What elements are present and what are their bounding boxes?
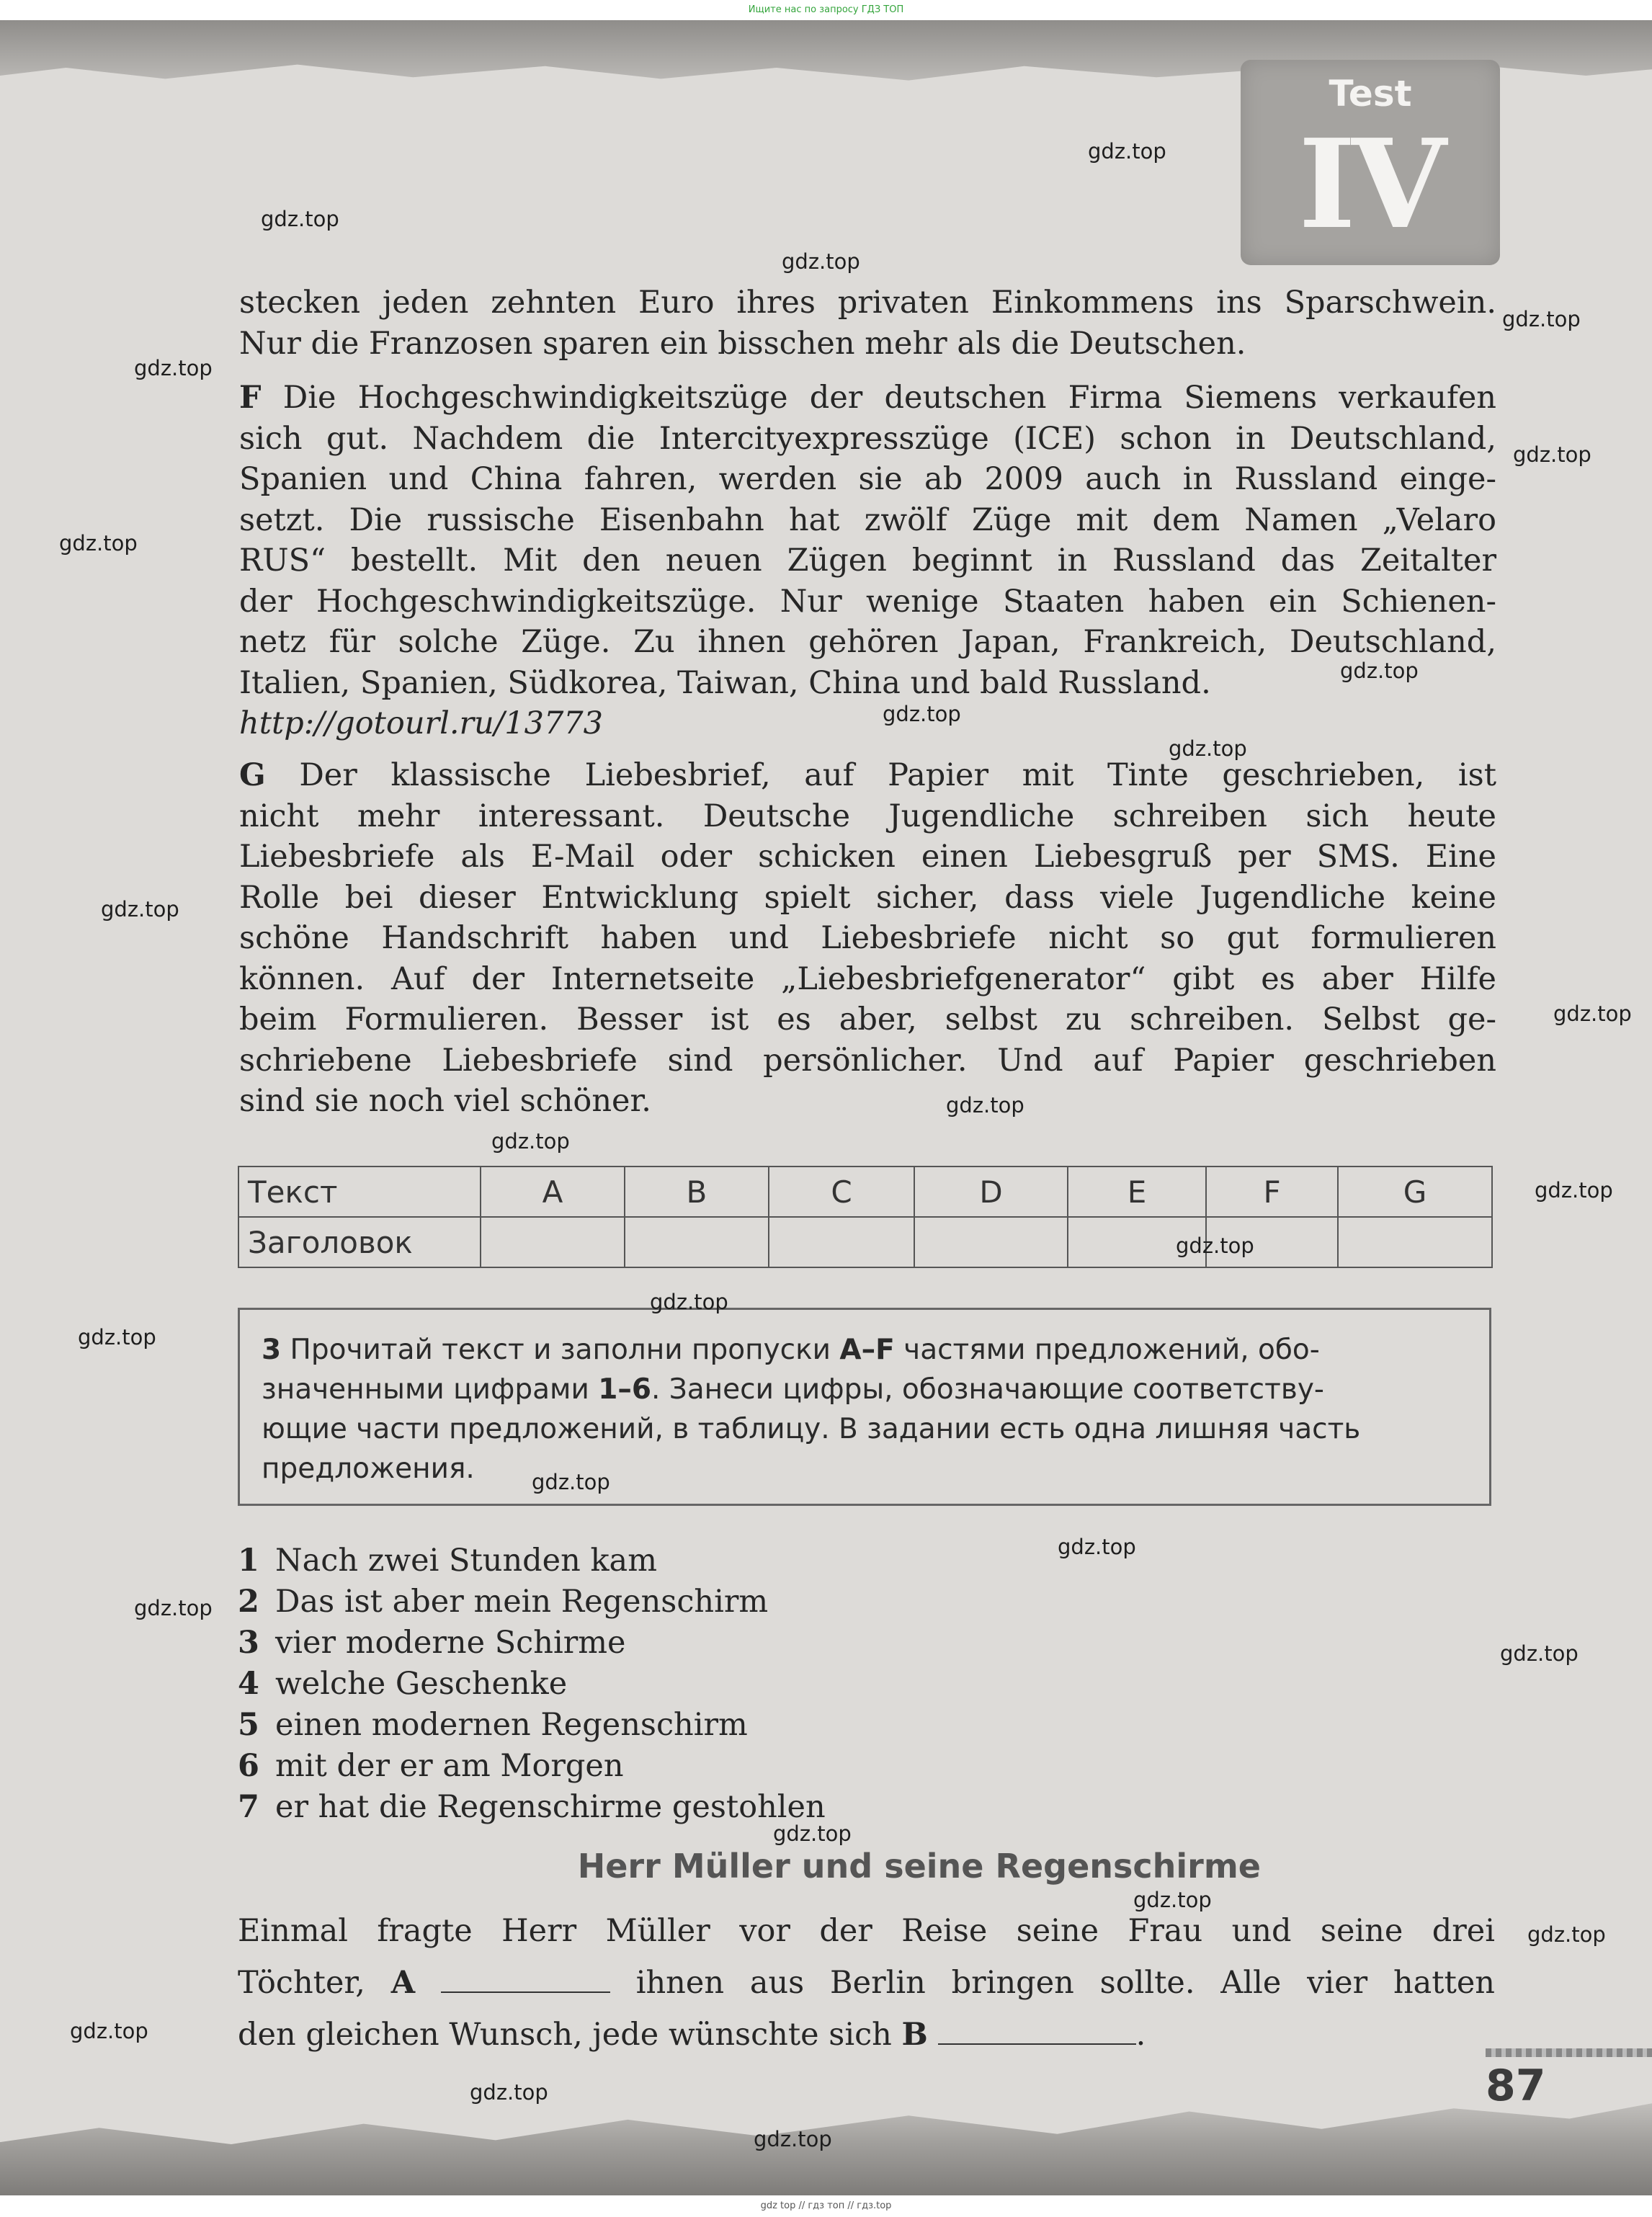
sentence-parts-list	[238, 1540, 826, 1828]
task-instruction-box	[238, 1308, 1491, 1506]
column-header: A	[481, 1167, 625, 1217]
test-tab	[1241, 60, 1500, 265]
column-header: F	[1206, 1167, 1338, 1217]
story-text	[238, 1905, 1495, 2061]
test-label: Test	[1329, 73, 1412, 115]
watermark: gdz.top	[1340, 659, 1419, 683]
list-item: 5 einen modernen Regenschirm	[238, 1707, 748, 1743]
watermark: gdz.top	[491, 1129, 570, 1154]
text-line: sind sie noch viel schöner.	[239, 1083, 651, 1119]
row-label-text: Текст	[238, 1167, 481, 1217]
answer-cell[interactable]	[481, 1217, 625, 1267]
text-line: schöne Handschrift haben und Liebesbriefe nicht so gut formulieren	[239, 920, 1496, 956]
column-header: D	[914, 1167, 1068, 1217]
watermark: gdz.top	[650, 1290, 728, 1314]
text-line: F Die Hochgeschwindigkeitszüge der deutschen Firma Siemens verkaufen	[239, 380, 1497, 416]
gap-label: A	[390, 1965, 416, 2001]
watermark: gdz.top	[1133, 1888, 1212, 1912]
watermark: gdz.top	[1527, 1922, 1606, 1947]
watermark: gdz.top	[1535, 1178, 1613, 1203]
task-line: 3 Прочитай текст и заполни пропуски A–F частями предложений, обо-	[262, 1334, 1320, 1366]
watermark: gdz.top	[946, 1093, 1024, 1118]
table-row	[238, 1217, 1492, 1267]
text-line: der Hochgeschwindigkeitszüge. Nur wenige Staaten haben ein Schienen-	[239, 583, 1496, 620]
table-row	[238, 1167, 1492, 1217]
watermark: gdz.top	[1176, 1234, 1254, 1258]
bottom-banner: gdz top // гдз топ // гдз.top	[0, 2195, 1652, 2217]
text-line: Töchter, A ihnen aus Berlin bringen sollte. Alle vier hatten	[238, 1965, 1495, 2001]
paragraph-letter: F	[239, 380, 262, 416]
watermark: gdz.top	[754, 2127, 832, 2151]
column-header: E	[1068, 1167, 1206, 1217]
top-banner: Ищите нас по запросу ГДЗ ТОП	[0, 0, 1652, 20]
task-line: предложения.	[262, 1453, 475, 1485]
paragraph-letter: G	[239, 757, 266, 793]
answer-cell[interactable]	[1338, 1217, 1492, 1267]
text-line: sich gut. Nachdem die Intercityexpresszüge (ICE) schon in Deutschland,	[239, 420, 1496, 457]
watermark: gdz.top	[261, 207, 339, 231]
column-header: C	[769, 1167, 914, 1217]
gap-blank[interactable]	[441, 1984, 610, 1993]
watermark: gdz.top	[1088, 139, 1166, 164]
list-item: 6 mit der er am Morgen	[238, 1748, 624, 1784]
list-item: 4 welche Geschenke	[238, 1666, 568, 1702]
answer-table	[238, 1166, 1493, 1268]
paragraph-g	[239, 755, 1496, 1122]
text-line: Liebesbriefe als E-Mail oder schicken einen Liebesgruß per SMS. Eine	[239, 839, 1496, 875]
column-header: G	[1338, 1167, 1492, 1217]
text-line: Italien, Spanien, Südkorea, Taiwan, China und bald Russland.	[239, 664, 1211, 701]
text-line: G Der klassische Liebesbrief, auf Papier mit Tinte geschrieben, ist	[239, 757, 1497, 793]
task-line: ющие части предложений, в таблицу. В задании есть одна лишняя часть	[262, 1413, 1361, 1445]
text-line: setzt. Die russische Eisenbahn hat zwölf Züge mit dem Namen „Velaro	[239, 501, 1496, 538]
task-line: значенными цифрами 1–6. Занеси цифры, обозначающие соответству-	[262, 1373, 1324, 1406]
answer-cell[interactable]	[914, 1217, 1068, 1267]
page-number-stripe	[1486, 2048, 1652, 2057]
watermark: gdz.top	[70, 2019, 148, 2043]
gap-blank[interactable]	[938, 2036, 1136, 2045]
paragraph-f	[239, 378, 1496, 744]
watermark: gdz.top	[78, 1325, 156, 1350]
watermark: gdz.top	[101, 897, 179, 922]
row-label-heading: Заголовок	[238, 1217, 481, 1267]
text-line: Rolle bei dieser Entwicklung spielt sicher, dass viele Jugendliche keine	[239, 879, 1496, 916]
watermark: gdz.top	[1502, 307, 1581, 331]
list-item: 1 Nach zwei Stunden kam	[238, 1543, 657, 1579]
text-line: den gleichen Wunsch, jede wünschte sich B .	[238, 2017, 1146, 2053]
list-item: 3 vier moderne Schirme	[238, 1625, 626, 1661]
watermark: gdz.top	[532, 1470, 610, 1494]
text-line: beim Formulieren. Besser ist es aber, selbst zu schreiben. Selbst ge-	[239, 1002, 1496, 1038]
list-item: 2 Das ist aber mein Regenschirm	[238, 1584, 769, 1620]
test-number: IV	[1298, 112, 1442, 257]
text-line: Spanien und China fahren, werden sie ab 2009 auch in Russland einge-	[239, 461, 1496, 497]
text-line: netz für solche Züge. Zu ihnen gehören Japan, Frankreich, Deutschland,	[239, 624, 1496, 660]
text-line: nicht mehr interessant. Deutsche Jugendliche schreiben sich heute	[239, 798, 1496, 834]
column-header: B	[625, 1167, 769, 1217]
watermark: gdz.top	[134, 1596, 213, 1620]
text-line: schriebene Liebesbriefe sind persönlicher. Und auf Papier geschrieben	[239, 1042, 1496, 1079]
watermark: gdz.top	[134, 356, 213, 380]
source-url: http://gotourl.ru/13773	[239, 705, 604, 741]
list-item: 7 er hat die Regenschirme gestohlen	[238, 1789, 826, 1825]
text-line: Nur die Franzosen sparen ein bisschen mehr als die Deutschen.	[239, 325, 1246, 362]
answer-cell[interactable]	[625, 1217, 769, 1267]
story-title: Herr Müller und seine Regenschirme	[577, 1847, 1261, 1886]
text-line: RUS“ bestellt. Mit den neuen Zügen beginnt in Russland das Zeitalter	[239, 543, 1496, 579]
text-line: können. Auf der Internetseite „Liebesbriefgenerator“ gibt es aber Hilfe	[239, 960, 1496, 997]
answer-cell[interactable]	[769, 1217, 914, 1267]
watermark: gdz.top	[1553, 1002, 1632, 1026]
watermark: gdz.top	[1500, 1641, 1579, 1666]
watermark: gdz.top	[782, 249, 860, 274]
text-line: stecken jeden zehnten Euro ihres privaten Einkommens ins Sparschwein.	[239, 285, 1496, 321]
watermark: gdz.top	[1058, 1535, 1136, 1559]
watermark: gdz.top	[470, 2080, 548, 2105]
watermark: gdz.top	[1513, 442, 1591, 467]
watermark: gdz.top	[59, 531, 138, 556]
page-number: 87	[1486, 2061, 1546, 2111]
watermark: gdz.top	[773, 1821, 852, 1846]
watermark: gdz.top	[1169, 736, 1247, 761]
watermark: gdz.top	[883, 702, 961, 726]
paragraph-e-end	[239, 282, 1496, 364]
gap-label: B	[901, 2017, 928, 2053]
text-line: Einmal fragte Herr Müller vor der Reise seine Frau und seine drei	[238, 1913, 1495, 1949]
